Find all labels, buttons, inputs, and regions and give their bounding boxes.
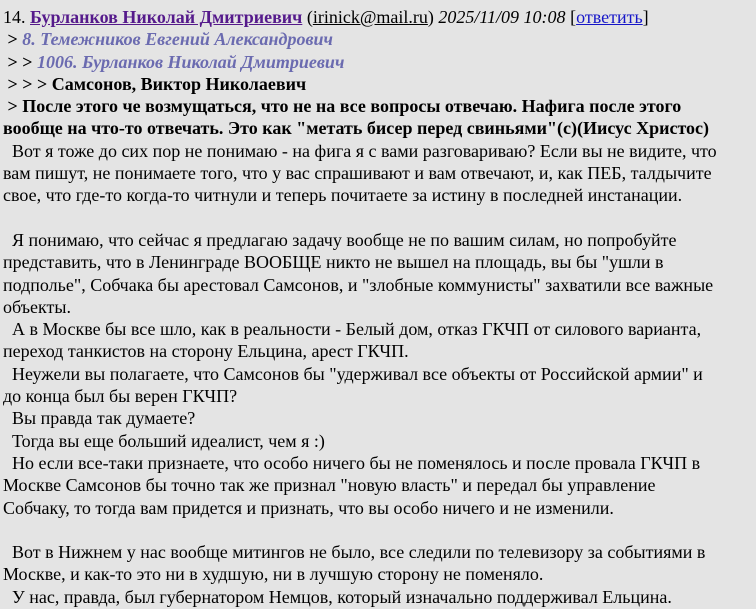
- post-line: [3, 251, 756, 273]
- post-line: [3, 586, 756, 608]
- reply-link[interactable]: ответить: [576, 7, 643, 27]
- line-text: Вы правда так думаете?: [3, 408, 196, 429]
- post-line: [3, 140, 756, 162]
- line-text: объекты.: [3, 296, 71, 317]
- line-text: до конца был бы верен ГКЧП?: [3, 386, 238, 407]
- email-link[interactable]: irinick@mail.ru: [312, 7, 428, 27]
- line-text: представить, что в Ленинграде ВООБЩЕ никто не вышел на площадь, вы бы "ушли в: [3, 252, 664, 273]
- post-line: [3, 296, 756, 318]
- line-text: Тогда вы еще больший идеалист, чем я :): [3, 430, 325, 451]
- line-text: [3, 208, 8, 228]
- author-link[interactable]: Бурланков Николай Дмитриевич: [30, 7, 303, 27]
- line-text: вообще на что-то отвечать. Это как "метать бисер перед свиньями"(с)(Иисус Христос): [3, 118, 710, 139]
- line-text: Я понимаю, что сейчас я предлагаю задачу вообще не по вашим силам, но попробуйте: [3, 229, 677, 250]
- line-text: Вот в Нижнем у нас вообще митингов не было, все следили по телевизору за событиями в: [3, 542, 706, 563]
- post-line: [3, 318, 756, 340]
- post-line: [3, 452, 756, 474]
- line-text: свое, что где-то когда-то читнули и теперь почитаете за истину в последней инстанации.: [3, 185, 683, 206]
- bracket-open: [: [565, 7, 577, 27]
- post-line: [3, 474, 756, 496]
- post-line: [3, 563, 756, 585]
- quote-marker: >: [3, 96, 23, 117]
- post-line: [3, 73, 756, 95]
- line-text: А в Москве бы все шло, как в реальности - Белый дом, отказ ГКЧП от силового варианта,: [3, 319, 702, 340]
- post-line: [3, 184, 756, 206]
- post-line: [3, 95, 756, 117]
- line-text: 8. Темежников Евгений Александрович: [22, 29, 333, 50]
- line-text: [3, 520, 8, 540]
- post-line: [3, 407, 756, 429]
- quote-marker: >: [3, 29, 23, 50]
- post-line: [3, 274, 756, 296]
- post-line: [3, 385, 756, 407]
- post-line: [3, 497, 756, 519]
- line-text: переход танкистов на сторону Ельцина, арест ГКЧП.: [3, 341, 409, 362]
- post-line: [3, 51, 756, 73]
- paren-close: ): [427, 7, 439, 27]
- line-text: Собчаку, то тогда вам придется и признать, что вы особо ничего и не изменили.: [3, 497, 614, 518]
- quote-marker: > >: [3, 51, 38, 72]
- post-line: [3, 229, 756, 251]
- line-text: Неужели вы полагаете, что Самсонов бы "удерживал все объекты от Российской армии" и: [3, 363, 703, 384]
- post-header: [3, 6, 756, 28]
- line-text: Вот я тоже до сих пор не понимаю - на фига я с вами разговариваю? Если вы не видите, что: [3, 140, 717, 161]
- quote-marker: > > >: [3, 73, 52, 94]
- post-datetime: 2025/11/09 10:08: [438, 7, 566, 27]
- post-body: [3, 28, 756, 608]
- line-text: вам пишут, не понимаете того, что у вас спрашивают и вам отвечают, и, как ПЕБ, талдычите: [3, 163, 712, 184]
- post-line: [3, 541, 756, 563]
- post-line: [3, 363, 756, 385]
- post-line: [3, 340, 756, 362]
- paren-open: (: [302, 7, 313, 27]
- bracket-close: ]: [642, 7, 649, 27]
- line-text: После этого че возмущаться, что не на все вопросы отвечаю. Нафига после этого: [22, 96, 682, 117]
- post-line: [3, 519, 756, 541]
- line-text: У нас, правда, был губернатором Немцов, который изначально поддерживал Ельцина.: [3, 586, 672, 607]
- post-line: [3, 28, 756, 50]
- line-text: Москве, и как-то это ни в худшую, ни в лучшую сторону не поменяло.: [3, 564, 544, 585]
- post-line: [3, 117, 756, 139]
- line-text: Но если все-таки признаете, что особо ничего бы не поменялось и после провала ГКЧП в: [3, 452, 701, 473]
- post-line: [3, 207, 756, 229]
- post-line: [3, 162, 756, 184]
- post-number: 14.: [3, 7, 30, 27]
- line-text: Самсонов, Виктор Николаевич: [51, 73, 307, 94]
- line-text: 1006. Бурланков Николай Дмитриевич: [37, 51, 345, 72]
- post-line: [3, 430, 756, 452]
- line-text: подполье", Собчака бы арестовал Самсонов, и "злобные коммунисты" захватили все важные: [3, 274, 714, 295]
- line-text: Москве Самсонов бы точно так же признал "новую власть" и передал бы управление: [3, 475, 656, 496]
